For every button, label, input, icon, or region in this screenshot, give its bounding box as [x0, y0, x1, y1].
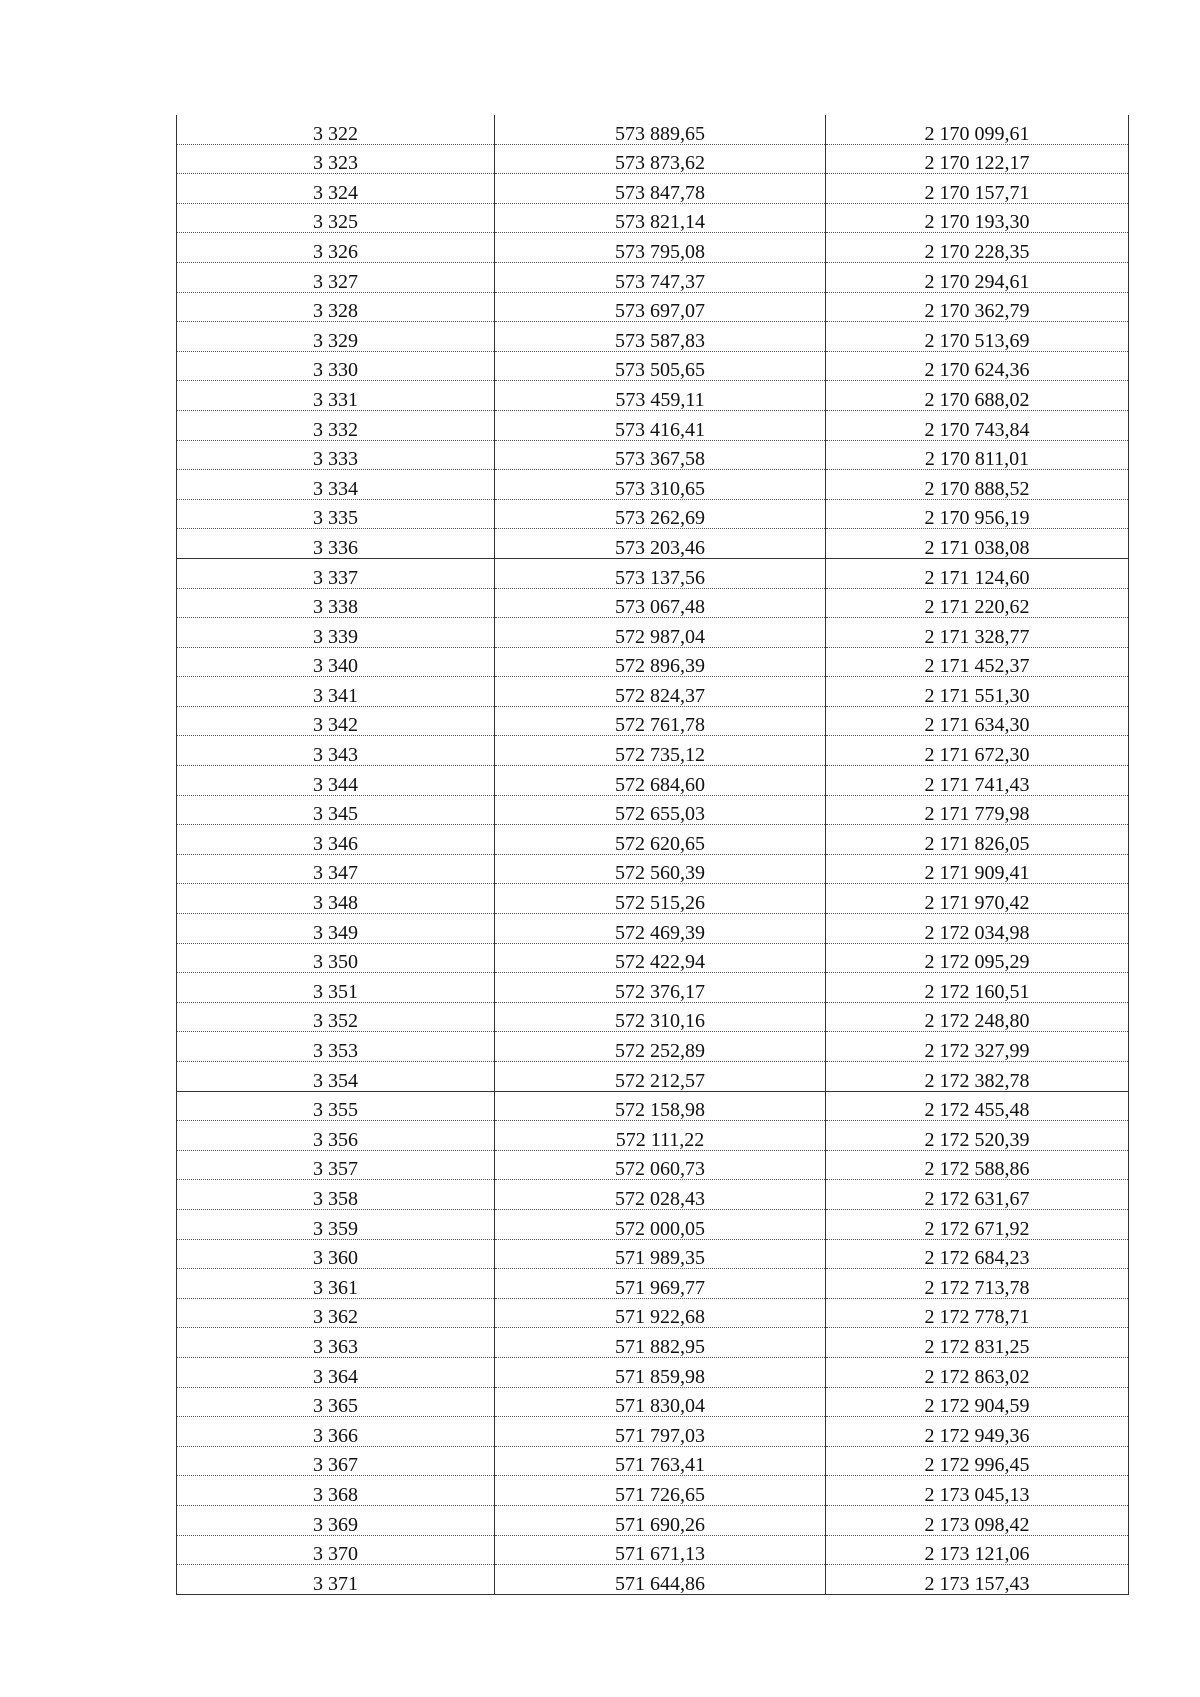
y-coordinate-cell: 2 171 672,30: [826, 736, 1129, 766]
y-coordinate-cell: 2 172 248,80: [826, 1002, 1129, 1032]
point-number-cell: 3 350: [177, 943, 495, 973]
table-row: [177, 1535, 1129, 1565]
table-row: [177, 174, 1129, 204]
x-coordinate-cell: 573 505,65: [495, 351, 826, 381]
table-row: [177, 1446, 1129, 1476]
x-coordinate-cell: 572 515,26: [495, 884, 826, 914]
y-coordinate-cell: 2 172 996,45: [826, 1446, 1129, 1476]
point-number-cell: 3 331: [177, 381, 495, 411]
x-coordinate-cell: 571 859,98: [495, 1357, 826, 1387]
y-coordinate-cell: 2 172 949,36: [826, 1417, 1129, 1447]
y-coordinate-cell: 2 170 228,35: [826, 233, 1129, 263]
table-row: [177, 618, 1129, 648]
table-row: [177, 1387, 1129, 1417]
table-row: [177, 973, 1129, 1003]
table-row: [177, 233, 1129, 263]
point-number-cell: 3 326: [177, 233, 495, 263]
x-coordinate-cell: 572 469,39: [495, 914, 826, 944]
y-coordinate-cell: 2 172 382,78: [826, 1062, 1129, 1092]
y-coordinate-cell: 2 171 328,77: [826, 618, 1129, 648]
table-row: [177, 795, 1129, 825]
point-number-cell: 3 345: [177, 795, 495, 825]
table-row: [177, 322, 1129, 352]
point-number-cell: 3 355: [177, 1091, 495, 1121]
y-coordinate-cell: 2 171 779,98: [826, 795, 1129, 825]
x-coordinate-cell: 572 422,94: [495, 943, 826, 973]
point-number-cell: 3 357: [177, 1150, 495, 1180]
y-coordinate-cell: 2 172 455,48: [826, 1091, 1129, 1121]
point-number-cell: 3 348: [177, 884, 495, 914]
point-number-cell: 3 335: [177, 499, 495, 529]
table-row: [177, 884, 1129, 914]
table-row: [177, 766, 1129, 796]
point-number-cell: 3 330: [177, 351, 495, 381]
table-row: [177, 588, 1129, 618]
x-coordinate-cell: 572 620,65: [495, 825, 826, 855]
x-coordinate-cell: 572 000,05: [495, 1209, 826, 1239]
point-number-cell: 3 342: [177, 706, 495, 736]
y-coordinate-cell: 2 170 362,79: [826, 292, 1129, 322]
y-coordinate-cell: 2 171 452,37: [826, 647, 1129, 677]
x-coordinate-cell: 572 158,98: [495, 1091, 826, 1121]
table-row: [177, 1239, 1129, 1269]
y-coordinate-cell: 2 171 634,30: [826, 706, 1129, 736]
x-coordinate-cell: 571 989,35: [495, 1239, 826, 1269]
point-number-cell: 3 341: [177, 677, 495, 707]
point-number-cell: 3 333: [177, 440, 495, 470]
x-coordinate-cell: 573 367,58: [495, 440, 826, 470]
table-row: [177, 292, 1129, 322]
point-number-cell: 3 334: [177, 470, 495, 500]
x-coordinate-cell: 572 560,39: [495, 854, 826, 884]
table-row: [177, 1209, 1129, 1239]
y-coordinate-cell: 2 172 713,78: [826, 1269, 1129, 1299]
x-coordinate-cell: 572 824,37: [495, 677, 826, 707]
x-coordinate-cell: 573 262,69: [495, 499, 826, 529]
table-row: [177, 825, 1129, 855]
point-number-cell: 3 354: [177, 1062, 495, 1092]
y-coordinate-cell: 2 173 157,43: [826, 1565, 1129, 1595]
table-row: [177, 1180, 1129, 1210]
point-number-cell: 3 365: [177, 1387, 495, 1417]
x-coordinate-cell: 572 376,17: [495, 973, 826, 1003]
x-coordinate-cell: 571 726,65: [495, 1476, 826, 1506]
y-coordinate-cell: 2 172 671,92: [826, 1209, 1129, 1239]
y-coordinate-cell: 2 170 294,61: [826, 262, 1129, 292]
x-coordinate-cell: 572 987,04: [495, 618, 826, 648]
y-coordinate-cell: 2 171 970,42: [826, 884, 1129, 914]
table-row: [177, 351, 1129, 381]
point-number-cell: 3 349: [177, 914, 495, 944]
table-row: [177, 1269, 1129, 1299]
y-coordinate-cell: 2 171 220,62: [826, 588, 1129, 618]
table-row: [177, 1417, 1129, 1447]
x-coordinate-cell: 573 459,11: [495, 381, 826, 411]
x-coordinate-cell: 573 587,83: [495, 322, 826, 352]
x-coordinate-cell: 571 690,26: [495, 1505, 826, 1535]
point-number-cell: 3 338: [177, 588, 495, 618]
x-coordinate-cell: 572 735,12: [495, 736, 826, 766]
point-number-cell: 3 325: [177, 203, 495, 233]
x-coordinate-cell: 572 111,22: [495, 1121, 826, 1151]
x-coordinate-cell: 573 310,65: [495, 470, 826, 500]
point-number-cell: 3 367: [177, 1446, 495, 1476]
x-coordinate-cell: 573 795,08: [495, 233, 826, 263]
table-row: [177, 677, 1129, 707]
y-coordinate-cell: 2 171 741,43: [826, 766, 1129, 796]
point-number-cell: 3 332: [177, 410, 495, 440]
y-coordinate-cell: 2 170 688,02: [826, 381, 1129, 411]
x-coordinate-cell: 573 416,41: [495, 410, 826, 440]
point-number-cell: 3 352: [177, 1002, 495, 1032]
y-coordinate-cell: 2 172 095,29: [826, 943, 1129, 973]
y-coordinate-cell: 2 172 904,59: [826, 1387, 1129, 1417]
x-coordinate-cell: 571 969,77: [495, 1269, 826, 1299]
y-coordinate-cell: 2 171 038,08: [826, 529, 1129, 559]
y-coordinate-cell: 2 170 122,17: [826, 144, 1129, 174]
y-coordinate-cell: 2 170 193,30: [826, 203, 1129, 233]
point-number-cell: 3 329: [177, 322, 495, 352]
point-number-cell: 3 336: [177, 529, 495, 559]
table-row: [177, 1032, 1129, 1062]
table-row: [177, 736, 1129, 766]
y-coordinate-cell: 2 170 157,71: [826, 174, 1129, 204]
point-number-cell: 3 343: [177, 736, 495, 766]
table-row: [177, 1505, 1129, 1535]
table-row: [177, 1357, 1129, 1387]
point-number-cell: 3 340: [177, 647, 495, 677]
table-row: [177, 854, 1129, 884]
point-number-cell: 3 353: [177, 1032, 495, 1062]
point-number-cell: 3 360: [177, 1239, 495, 1269]
coordinates-table: [176, 115, 1129, 1595]
y-coordinate-cell: 2 173 121,06: [826, 1535, 1129, 1565]
x-coordinate-cell: 571 763,41: [495, 1446, 826, 1476]
point-number-cell: 3 366: [177, 1417, 495, 1447]
table-row: [177, 1328, 1129, 1358]
point-number-cell: 3 322: [177, 115, 495, 144]
x-coordinate-cell: 573 203,46: [495, 529, 826, 559]
y-coordinate-cell: 2 172 160,51: [826, 973, 1129, 1003]
table-row: [177, 558, 1129, 588]
table-row: [177, 1062, 1129, 1092]
point-number-cell: 3 344: [177, 766, 495, 796]
y-coordinate-cell: 2 172 034,98: [826, 914, 1129, 944]
point-number-cell: 3 362: [177, 1298, 495, 1328]
y-coordinate-cell: 2 170 811,01: [826, 440, 1129, 470]
table-row: [177, 144, 1129, 174]
x-coordinate-cell: 572 310,16: [495, 1002, 826, 1032]
table-row: [177, 203, 1129, 233]
x-coordinate-cell: 572 252,89: [495, 1032, 826, 1062]
x-coordinate-cell: 571 671,13: [495, 1535, 826, 1565]
table-row: [177, 1150, 1129, 1180]
x-coordinate-cell: 572 684,60: [495, 766, 826, 796]
point-number-cell: 3 361: [177, 1269, 495, 1299]
y-coordinate-cell: 2 171 551,30: [826, 677, 1129, 707]
y-coordinate-cell: 2 172 588,86: [826, 1150, 1129, 1180]
x-coordinate-cell: 571 882,95: [495, 1328, 826, 1358]
x-coordinate-cell: 573 067,48: [495, 588, 826, 618]
y-coordinate-cell: 2 171 124,60: [826, 558, 1129, 588]
table-row: [177, 470, 1129, 500]
point-number-cell: 3 351: [177, 973, 495, 1003]
x-coordinate-cell: 572 896,39: [495, 647, 826, 677]
x-coordinate-cell: 573 747,37: [495, 262, 826, 292]
x-coordinate-cell: 572 028,43: [495, 1180, 826, 1210]
table-row: [177, 529, 1129, 559]
y-coordinate-cell: 2 172 778,71: [826, 1298, 1129, 1328]
point-number-cell: 3 368: [177, 1476, 495, 1506]
point-number-cell: 3 364: [177, 1357, 495, 1387]
x-coordinate-cell: 571 797,03: [495, 1417, 826, 1447]
table-row: [177, 1002, 1129, 1032]
x-coordinate-cell: 572 655,03: [495, 795, 826, 825]
y-coordinate-cell: 2 170 743,84: [826, 410, 1129, 440]
table-row: [177, 647, 1129, 677]
x-coordinate-cell: 572 060,73: [495, 1150, 826, 1180]
table-row: [177, 410, 1129, 440]
table-row: [177, 440, 1129, 470]
point-number-cell: 3 323: [177, 144, 495, 174]
y-coordinate-cell: 2 170 888,52: [826, 470, 1129, 500]
x-coordinate-cell: 573 697,07: [495, 292, 826, 322]
x-coordinate-cell: 571 644,86: [495, 1565, 826, 1595]
y-coordinate-cell: 2 170 513,69: [826, 322, 1129, 352]
point-number-cell: 3 369: [177, 1505, 495, 1535]
point-number-cell: 3 370: [177, 1535, 495, 1565]
table-row: [177, 1121, 1129, 1151]
y-coordinate-cell: 2 171 826,05: [826, 825, 1129, 855]
y-coordinate-cell: 2 172 631,67: [826, 1180, 1129, 1210]
y-coordinate-cell: 2 170 099,61: [826, 115, 1129, 144]
y-coordinate-cell: 2 173 098,42: [826, 1505, 1129, 1535]
x-coordinate-cell: 573 137,56: [495, 558, 826, 588]
table-row: [177, 499, 1129, 529]
table-row: [177, 381, 1129, 411]
y-coordinate-cell: 2 172 327,99: [826, 1032, 1129, 1062]
x-coordinate-cell: 573 821,14: [495, 203, 826, 233]
x-coordinate-cell: 573 889,65: [495, 115, 826, 144]
x-coordinate-cell: 571 830,04: [495, 1387, 826, 1417]
table-row: [177, 262, 1129, 292]
point-number-cell: 3 347: [177, 854, 495, 884]
point-number-cell: 3 339: [177, 618, 495, 648]
x-coordinate-cell: 573 873,62: [495, 144, 826, 174]
point-number-cell: 3 358: [177, 1180, 495, 1210]
coordinates-table-body: [177, 115, 1129, 1594]
table-row: [177, 1565, 1129, 1595]
x-coordinate-cell: 571 922,68: [495, 1298, 826, 1328]
point-number-cell: 3 324: [177, 174, 495, 204]
y-coordinate-cell: 2 171 909,41: [826, 854, 1129, 884]
y-coordinate-cell: 2 172 684,23: [826, 1239, 1129, 1269]
table-row: [177, 1476, 1129, 1506]
point-number-cell: 3 359: [177, 1209, 495, 1239]
y-coordinate-cell: 2 170 624,36: [826, 351, 1129, 381]
y-coordinate-cell: 2 172 520,39: [826, 1121, 1129, 1151]
point-number-cell: 3 328: [177, 292, 495, 322]
x-coordinate-cell: 572 761,78: [495, 706, 826, 736]
y-coordinate-cell: 2 172 863,02: [826, 1357, 1129, 1387]
point-number-cell: 3 363: [177, 1328, 495, 1358]
y-coordinate-cell: 2 173 045,13: [826, 1476, 1129, 1506]
table-row: [177, 914, 1129, 944]
point-number-cell: 3 371: [177, 1565, 495, 1595]
point-number-cell: 3 327: [177, 262, 495, 292]
x-coordinate-cell: 573 847,78: [495, 174, 826, 204]
table-row: [177, 115, 1129, 144]
point-number-cell: 3 346: [177, 825, 495, 855]
y-coordinate-cell: 2 172 831,25: [826, 1328, 1129, 1358]
point-number-cell: 3 356: [177, 1121, 495, 1151]
table-row: [177, 1298, 1129, 1328]
table-row: [177, 706, 1129, 736]
table-row: [177, 943, 1129, 973]
x-coordinate-cell: 572 212,57: [495, 1062, 826, 1092]
table-row: [177, 1091, 1129, 1121]
point-number-cell: 3 337: [177, 558, 495, 588]
y-coordinate-cell: 2 170 956,19: [826, 499, 1129, 529]
